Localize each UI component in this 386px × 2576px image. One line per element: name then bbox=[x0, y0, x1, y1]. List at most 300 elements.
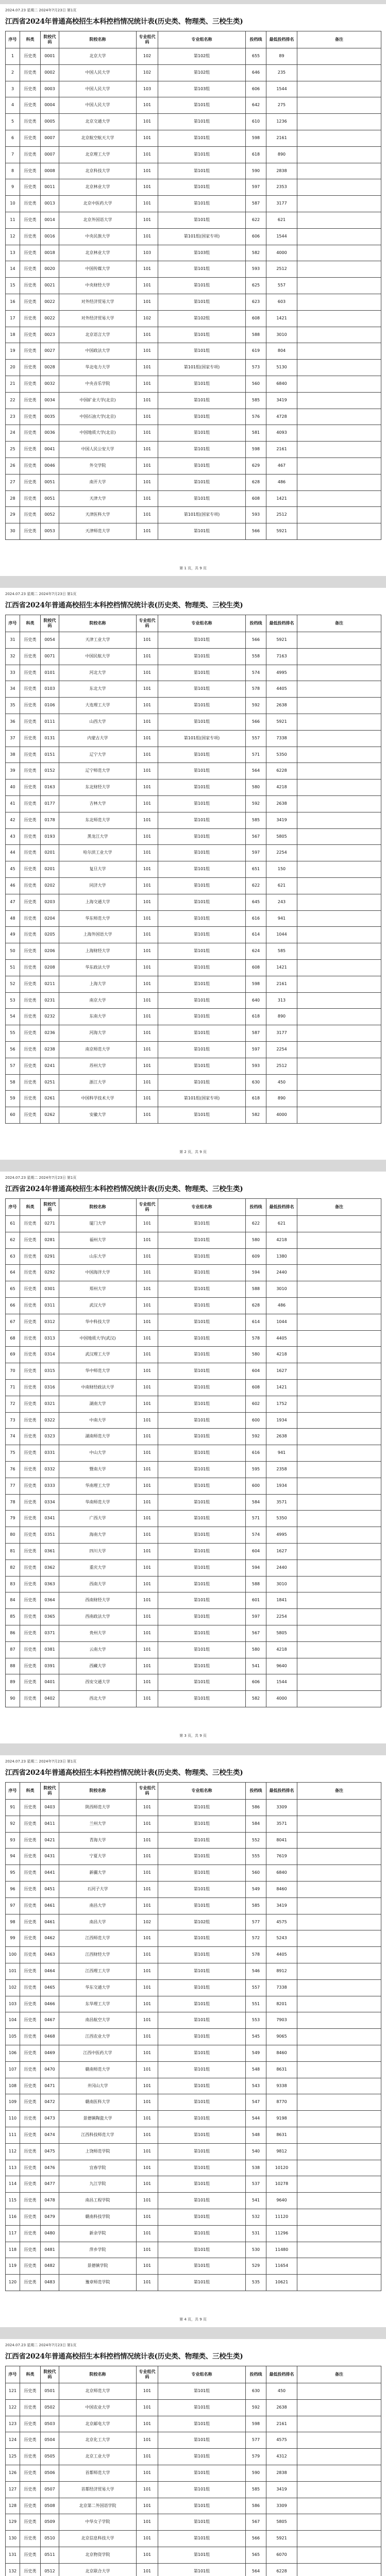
table-cell: 126 bbox=[6, 2465, 20, 2481]
table-cell: 历史类 bbox=[20, 2176, 41, 2193]
table-cell: 890 bbox=[266, 146, 297, 163]
table-cell: 中国传媒大学 bbox=[59, 261, 137, 278]
table-cell: 中国石油大学(北京) bbox=[59, 409, 137, 425]
column-header: 备注 bbox=[297, 615, 381, 632]
table-cell: 第101组 bbox=[158, 2061, 246, 2078]
table-row bbox=[6, 1625, 381, 1641]
table-row bbox=[6, 665, 381, 681]
table-cell: 历史类 bbox=[20, 310, 41, 327]
table-cell: 0035 bbox=[41, 409, 59, 425]
table-cell: 第101组 bbox=[158, 1494, 246, 1511]
table-cell: 4000 bbox=[266, 1107, 297, 1124]
table-row bbox=[6, 1074, 381, 1091]
table-cell: 101 bbox=[137, 1216, 158, 1232]
table-cell: 第101组 bbox=[158, 1674, 246, 1691]
table-cell: 历史类 bbox=[20, 2481, 41, 2498]
table-cell: 33 bbox=[6, 665, 20, 681]
table-cell: 4405 bbox=[266, 1947, 297, 1963]
column-header: 序号 bbox=[6, 1783, 20, 1800]
table-cell: 0232 bbox=[41, 1009, 59, 1025]
table-cell: 历史类 bbox=[20, 845, 41, 861]
table-cell: 101 bbox=[137, 327, 158, 343]
table-cell: 31 bbox=[6, 632, 20, 649]
table-cell: 46 bbox=[6, 877, 20, 894]
table-cell: 101 bbox=[137, 2061, 158, 2078]
table-cell: 第101组 bbox=[158, 146, 246, 163]
table-cell: 0231 bbox=[41, 992, 59, 1009]
table-row bbox=[6, 1009, 381, 1025]
column-header: 专业组代码 bbox=[137, 31, 158, 48]
table-cell: 610 bbox=[246, 114, 266, 130]
table-cell: 历史类 bbox=[20, 2127, 41, 2143]
table-cell: 第101组 bbox=[158, 698, 246, 714]
table-cell: 0316 bbox=[41, 1379, 59, 1396]
table-cell: 598 bbox=[246, 130, 266, 146]
table-cell: 历史类 bbox=[20, 665, 41, 681]
table-cell: 585 bbox=[246, 2481, 266, 2498]
table-cell: 0441 bbox=[41, 1865, 59, 1882]
table-cell: 第101组 bbox=[158, 2531, 246, 2547]
table-row bbox=[6, 1674, 381, 1691]
table-cell: 豫章师范学院 bbox=[59, 2275, 137, 2291]
table-cell: 101 bbox=[137, 2449, 158, 2465]
table-cell bbox=[297, 392, 381, 409]
table-cell bbox=[297, 1461, 381, 1478]
table-cell: 101 bbox=[137, 1248, 158, 1265]
table-cell: 华南师范大学 bbox=[59, 1494, 137, 1511]
table-cell: 第101组 bbox=[158, 1800, 246, 1816]
table-cell: 16 bbox=[6, 294, 20, 310]
table-cell: 0018 bbox=[41, 245, 59, 261]
table-cell: 29 bbox=[6, 507, 20, 523]
table-cell: 616 bbox=[246, 910, 266, 927]
table-cell: 57 bbox=[6, 1058, 20, 1074]
table-cell: 101 bbox=[137, 845, 158, 861]
table-cell: 941 bbox=[266, 1445, 297, 1462]
table-cell: 585 bbox=[246, 812, 266, 828]
table-cell bbox=[297, 1560, 381, 1576]
table-cell: 5350 bbox=[266, 747, 297, 763]
column-header: 科类 bbox=[20, 615, 41, 632]
table-cell: 中华女子学院 bbox=[59, 2514, 137, 2531]
table-cell: 4000 bbox=[266, 245, 297, 261]
table-cell: 6 bbox=[6, 130, 20, 146]
table-cell: 1236 bbox=[266, 114, 297, 130]
table-cell: 101 bbox=[137, 2514, 158, 2531]
table-cell: 101 bbox=[137, 894, 158, 910]
table-cell: 历史类 bbox=[20, 1461, 41, 1478]
table-row bbox=[6, 212, 381, 228]
table-cell: 井冈山大学 bbox=[59, 2078, 137, 2094]
table-row bbox=[6, 2045, 381, 2061]
table-cell: 112 bbox=[6, 2143, 20, 2160]
table-cell: 复旦大学 bbox=[59, 861, 137, 878]
table-cell: 第101组 bbox=[158, 114, 246, 130]
table-row bbox=[6, 392, 381, 409]
table-cell: 588 bbox=[246, 327, 266, 343]
table-cell bbox=[297, 2111, 381, 2127]
table-cell: 579 bbox=[246, 2449, 266, 2465]
table-cell: 6228 bbox=[266, 763, 297, 779]
table-cell bbox=[297, 1897, 381, 1914]
table-cell: 565 bbox=[246, 2547, 266, 2563]
table-cell: 0106 bbox=[41, 698, 59, 714]
table-cell: 0016 bbox=[41, 228, 59, 245]
table-cell: 历史类 bbox=[20, 2225, 41, 2242]
table-cell: 17 bbox=[6, 310, 20, 327]
table-cell: 历史类 bbox=[20, 1058, 41, 1074]
table-cell: 1044 bbox=[266, 927, 297, 943]
table-row bbox=[6, 730, 381, 747]
table-cell: 北京科技大学 bbox=[59, 163, 137, 179]
table-cell: 第101组 bbox=[158, 97, 246, 114]
table-cell: 第101组 bbox=[158, 1865, 246, 1882]
table-cell: 101 bbox=[137, 1412, 158, 1429]
table-cell: 历史类 bbox=[20, 1897, 41, 1914]
table-cell: 江西中医药大学 bbox=[59, 2045, 137, 2061]
table-row bbox=[6, 409, 381, 425]
table-cell: 0007 bbox=[41, 146, 59, 163]
table-row bbox=[6, 1881, 381, 1897]
table-cell: 0152 bbox=[41, 763, 59, 779]
table-cell: 121 bbox=[6, 2383, 20, 2400]
table-cell: 历史类 bbox=[20, 2143, 41, 2160]
table-cell bbox=[297, 2465, 381, 2481]
table-cell: 4995 bbox=[266, 665, 297, 681]
table-cell bbox=[297, 1592, 381, 1609]
table-cell: 历史类 bbox=[20, 2045, 41, 2061]
table-cell: 历史类 bbox=[20, 294, 41, 310]
table-cell: 0021 bbox=[41, 278, 59, 294]
table-cell bbox=[297, 1930, 381, 1947]
table-cell: 北京信息科技大学 bbox=[59, 2531, 137, 2547]
table-cell: 历史类 bbox=[20, 425, 41, 442]
table-row bbox=[6, 976, 381, 992]
table-header-row bbox=[6, 2366, 381, 2383]
table-cell: 2838 bbox=[266, 2465, 297, 2481]
table-cell: 上海大学 bbox=[59, 976, 137, 992]
table-cell: 73 bbox=[6, 1412, 20, 1429]
table-row bbox=[6, 1429, 381, 1445]
table-cell: 628 bbox=[246, 1297, 266, 1314]
table-cell: 541 bbox=[246, 1658, 266, 1674]
page-title: 江西省2024年普通高校招生本科控档情况统计表(历史类、物理类、三校生类) bbox=[5, 1769, 243, 1777]
table-cell bbox=[297, 1865, 381, 1882]
table-cell: 厦门大学 bbox=[59, 1216, 137, 1232]
table-cell: 547 bbox=[246, 2094, 266, 2111]
table-cell: 114 bbox=[6, 2176, 20, 2193]
table-cell: 历史类 bbox=[20, 992, 41, 1009]
table-row bbox=[6, 179, 381, 196]
table-cell: 0462 bbox=[41, 1930, 59, 1947]
table-cell: 安徽大学 bbox=[59, 1107, 137, 1124]
table-cell: 131 bbox=[6, 2547, 20, 2563]
table-cell: 历史类 bbox=[20, 327, 41, 343]
table-cell: 580 bbox=[246, 1232, 266, 1248]
table-cell: 第101组 bbox=[158, 2160, 246, 2176]
table-row bbox=[6, 1865, 381, 1882]
table-cell: 云南大学 bbox=[59, 1641, 137, 1658]
table-cell: 4093 bbox=[266, 425, 297, 442]
table-cell: 吉林大学 bbox=[59, 795, 137, 812]
page-title: 江西省2024年普通高校招生本科控档情况统计表(历史类、物理类、三校生类) bbox=[5, 2352, 243, 2361]
table-cell: 77 bbox=[6, 1478, 20, 1494]
table-cell: 9640 bbox=[266, 2193, 297, 2209]
table-cell bbox=[297, 2143, 381, 2160]
table-cell: 549 bbox=[246, 1881, 266, 1897]
table-cell: 7 bbox=[6, 146, 20, 163]
table-cell: 80 bbox=[6, 1527, 20, 1544]
table-cell bbox=[297, 343, 381, 360]
page-footer: 第 1 页，共 9 页 bbox=[179, 566, 207, 570]
table-cell: 584 bbox=[246, 1494, 266, 1511]
table-cell: 历史类 bbox=[20, 1592, 41, 1609]
table-cell: 553 bbox=[246, 2012, 266, 2029]
table-cell: 历史类 bbox=[20, 1363, 41, 1380]
table-cell: 107 bbox=[6, 2061, 20, 2078]
table-cell: 历史类 bbox=[20, 343, 41, 360]
table-cell: 0177 bbox=[41, 795, 59, 812]
table-cell bbox=[297, 2225, 381, 2242]
table-cell: 101 bbox=[137, 2547, 158, 2563]
table-row bbox=[6, 2275, 381, 2291]
table-cell: 0022 bbox=[41, 294, 59, 310]
table-cell: 西南大学 bbox=[59, 1576, 137, 1592]
table-row bbox=[6, 927, 381, 943]
table-cell bbox=[297, 2176, 381, 2193]
table-cell: 125 bbox=[6, 2449, 20, 2465]
table-cell: 第101组 bbox=[158, 2127, 246, 2143]
table-cell bbox=[297, 910, 381, 927]
table-cell: 4 bbox=[6, 97, 20, 114]
table-cell bbox=[297, 976, 381, 992]
table-cell: 第101组 bbox=[158, 196, 246, 212]
table-cell: 第101组 bbox=[158, 861, 246, 878]
table-cell: 560 bbox=[246, 1865, 266, 1882]
table-cell: 江西农业大学 bbox=[59, 2029, 137, 2045]
table-cell: 4575 bbox=[266, 1914, 297, 1930]
table-cell: 3 bbox=[6, 81, 20, 97]
table-cell: 历史类 bbox=[20, 130, 41, 146]
table-row bbox=[6, 2465, 381, 2481]
table-cell: 574 bbox=[246, 665, 266, 681]
table-cell: 65 bbox=[6, 1281, 20, 1298]
table-cell: 582 bbox=[246, 1107, 266, 1124]
table-cell: 625 bbox=[246, 278, 266, 294]
table-cell: 548 bbox=[246, 2127, 266, 2143]
table-cell: 115 bbox=[6, 2193, 20, 2209]
table-cell: 541 bbox=[246, 2193, 266, 2209]
table-cell: 608 bbox=[246, 490, 266, 507]
table-cell: 7903 bbox=[266, 2012, 297, 2029]
table-cell: 第101组 bbox=[158, 763, 246, 779]
table-cell bbox=[297, 327, 381, 343]
table-cell: 第101组 bbox=[158, 2498, 246, 2514]
table-cell: 中央财经大学 bbox=[59, 278, 137, 294]
table-cell: 北京师范大学 bbox=[59, 2383, 137, 2400]
table-row bbox=[6, 1445, 381, 1462]
table-cell: 103 bbox=[137, 245, 158, 261]
table-cell: 593 bbox=[246, 1058, 266, 1074]
column-header: 备注 bbox=[297, 31, 381, 48]
table-cell: 101 bbox=[137, 1979, 158, 1996]
column-header: 投档线 bbox=[246, 2366, 266, 2383]
table-cell: 历史类 bbox=[20, 648, 41, 665]
table-cell: 0261 bbox=[41, 1091, 59, 1107]
table-cell: 9065 bbox=[266, 2029, 297, 2045]
table-cell: 4312 bbox=[266, 2449, 297, 2465]
table-cell: 郑州大学 bbox=[59, 1281, 137, 1298]
table-cell: 0333 bbox=[41, 1478, 59, 1494]
column-header: 投档线 bbox=[246, 31, 266, 48]
table-cell: 623 bbox=[246, 294, 266, 310]
table-cell: 第101组(国家专项) bbox=[158, 1091, 246, 1107]
table-cell: 101 bbox=[137, 1996, 158, 2012]
table-cell: 572 bbox=[246, 1930, 266, 1947]
table-row bbox=[6, 2399, 381, 2416]
table-cell: 101 bbox=[137, 2258, 158, 2275]
table-row bbox=[6, 490, 381, 507]
table-cell: 第101组 bbox=[158, 1576, 246, 1592]
table-cell: 第101组 bbox=[158, 1363, 246, 1380]
table-cell: 赣南医科大学 bbox=[59, 2094, 137, 2111]
table-cell: 629 bbox=[246, 457, 266, 474]
table-cell: 101 bbox=[137, 442, 158, 458]
table-cell: 101 bbox=[137, 163, 158, 179]
table-cell: 598 bbox=[246, 442, 266, 458]
table-cell: 0507 bbox=[41, 2481, 59, 2498]
table-cell: 10621 bbox=[266, 2275, 297, 2291]
column-header: 序号 bbox=[6, 31, 20, 48]
table-cell: 104 bbox=[6, 2012, 20, 2029]
table-row bbox=[6, 795, 381, 812]
table-cell bbox=[297, 2547, 381, 2563]
table-cell: 陕西师范大学 bbox=[59, 1800, 137, 1816]
table-cell: 1544 bbox=[266, 228, 297, 245]
table-cell: 北京大学 bbox=[59, 48, 137, 65]
table-cell: 4218 bbox=[266, 1641, 297, 1658]
table-cell: 历史类 bbox=[20, 1641, 41, 1658]
table-cell: 101 bbox=[137, 523, 158, 540]
table-cell: 中国海洋大学 bbox=[59, 1265, 137, 1281]
table-cell: 0313 bbox=[41, 1330, 59, 1347]
table-cell: 历史类 bbox=[20, 2449, 41, 2465]
table-cell: 1380 bbox=[266, 1248, 297, 1265]
table-row bbox=[6, 2416, 381, 2432]
table-cell bbox=[297, 474, 381, 490]
table-cell: 101 bbox=[137, 1232, 158, 1248]
table-cell: 第101组 bbox=[158, 2399, 246, 2416]
table-cell bbox=[297, 409, 381, 425]
table-cell: 24 bbox=[6, 425, 20, 442]
table-cell bbox=[297, 1041, 381, 1058]
table-cell: 7619 bbox=[266, 1849, 297, 1865]
table-row bbox=[6, 1297, 381, 1314]
table-cell: 101 bbox=[137, 2416, 158, 2432]
table-cell: 第101组 bbox=[158, 1025, 246, 1042]
table-cell: 0508 bbox=[41, 2498, 59, 2514]
table-cell: 首都经济贸易大学 bbox=[59, 2481, 137, 2498]
table-row bbox=[6, 1248, 381, 1265]
table-row bbox=[6, 2111, 381, 2127]
table-row bbox=[6, 261, 381, 278]
table-cell: 历史类 bbox=[20, 1609, 41, 1625]
table-cell bbox=[297, 2209, 381, 2225]
table-cell bbox=[297, 81, 381, 97]
table-cell: 0331 bbox=[41, 1445, 59, 1462]
table-cell: 573 bbox=[246, 360, 266, 376]
table-cell: 第101组 bbox=[158, 2029, 246, 2045]
table-cell: 101 bbox=[137, 2225, 158, 2242]
table-cell: 历史类 bbox=[20, 1429, 41, 1445]
table-cell bbox=[297, 179, 381, 196]
table-row bbox=[6, 959, 381, 976]
table-cell: 第101组 bbox=[158, 1478, 246, 1494]
table-cell: 苏州大学 bbox=[59, 1058, 137, 1074]
table-cell: 0007 bbox=[41, 130, 59, 146]
table-cell: 592 bbox=[246, 2399, 266, 2416]
table-cell: 历史类 bbox=[20, 1527, 41, 1544]
table-cell: 0362 bbox=[41, 1560, 59, 1576]
table-cell: 0251 bbox=[41, 1074, 59, 1091]
table-cell: 第101组 bbox=[158, 747, 246, 763]
table-cell: 566 bbox=[246, 2531, 266, 2547]
table-cell: 0051 bbox=[41, 490, 59, 507]
table-cell bbox=[297, 1445, 381, 1462]
table-cell: 新疆大学 bbox=[59, 1865, 137, 1882]
table-cell: 0103 bbox=[41, 681, 59, 698]
column-header: 院校名称 bbox=[59, 31, 137, 48]
table-cell: 0482 bbox=[41, 2258, 59, 2275]
table-cell: 0032 bbox=[41, 376, 59, 392]
table-cell: 3309 bbox=[266, 1800, 297, 1816]
table-cell: 545 bbox=[246, 2029, 266, 2045]
table-cell: 101 bbox=[137, 1025, 158, 1042]
table-cell: 101 bbox=[137, 1041, 158, 1058]
table-cell: 历史类 bbox=[20, 163, 41, 179]
table-row bbox=[6, 1232, 381, 1248]
table-cell: 8912 bbox=[266, 1963, 297, 1979]
table-cell: 5130 bbox=[266, 360, 297, 376]
table-cell: 101 bbox=[137, 376, 158, 392]
table-cell bbox=[297, 48, 381, 65]
table-cell: 564 bbox=[246, 763, 266, 779]
table-cell: 第101组 bbox=[158, 2045, 246, 2061]
table-cell: 2440 bbox=[266, 1265, 297, 1281]
table-row bbox=[6, 632, 381, 649]
table-cell: 12 bbox=[6, 228, 20, 245]
table-row bbox=[6, 457, 381, 474]
page-footer: 第 4 页，共 9 页 bbox=[179, 2317, 207, 2321]
table-cell: 102 bbox=[137, 64, 158, 81]
table-row bbox=[6, 1658, 381, 1674]
column-header: 院校代码 bbox=[41, 1783, 59, 1800]
table-cell: 101 bbox=[137, 1461, 158, 1478]
table-cell: 567 bbox=[246, 2514, 266, 2531]
table-cell: 历史类 bbox=[20, 730, 41, 747]
table-cell: 101 bbox=[137, 1609, 158, 1625]
table-cell: 34 bbox=[6, 681, 20, 698]
table-cell: 98 bbox=[6, 1914, 20, 1930]
table-cell: 北京交通大学 bbox=[59, 114, 137, 130]
table-cell: 614 bbox=[246, 927, 266, 943]
table-cell bbox=[297, 1478, 381, 1494]
table-cell: 101 bbox=[137, 1091, 158, 1107]
table-cell: 0506 bbox=[41, 2465, 59, 2481]
table-cell: 101 bbox=[137, 1494, 158, 1511]
table-cell: 3177 bbox=[266, 1025, 297, 1042]
table-cell: 41 bbox=[6, 795, 20, 812]
